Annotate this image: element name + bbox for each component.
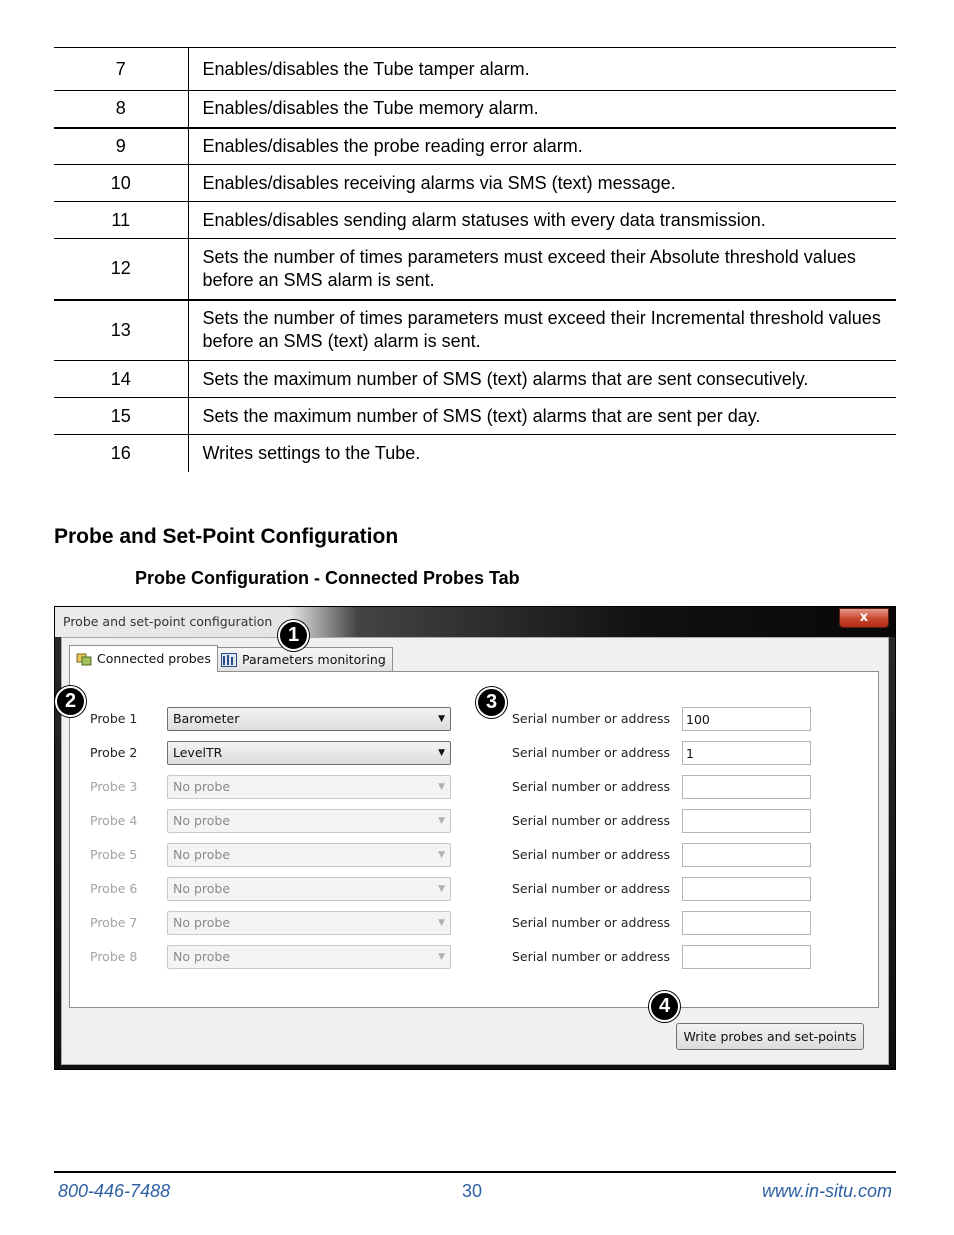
probe-row bbox=[70, 741, 880, 765]
row-description: Enables/disables receiving alarms via SMS (text) message. bbox=[202, 172, 676, 193]
serial-label: Serial number or address bbox=[512, 745, 670, 760]
probe-row bbox=[70, 877, 880, 901]
row-description: Writes settings to the Tube. bbox=[202, 442, 421, 463]
probe-select-value: No probe bbox=[173, 949, 231, 964]
row-number: 7 bbox=[54, 48, 188, 91]
row-number: 14 bbox=[54, 361, 188, 398]
footer-divider bbox=[54, 1171, 896, 1173]
probe-select-value: No probe bbox=[173, 847, 231, 862]
table-row bbox=[54, 239, 896, 300]
probe-label: Probe 6 bbox=[90, 881, 138, 896]
probe-row bbox=[70, 707, 880, 731]
probe-label: Probe 5 bbox=[90, 847, 138, 862]
tab-label: Parameters monitoring bbox=[242, 651, 386, 667]
probe-1-select[interactable] bbox=[167, 707, 451, 731]
probe-row bbox=[70, 945, 880, 969]
chevron-down-icon: ▼ bbox=[438, 850, 445, 860]
callout-3: 3 bbox=[476, 687, 507, 718]
chevron-down-icon: ▼ bbox=[438, 748, 445, 758]
sub-title: Probe Configuration - Connected Probes Tab bbox=[135, 568, 520, 588]
probe-6-select[interactable] bbox=[167, 877, 451, 901]
row-number: 9 bbox=[54, 128, 188, 165]
probe-2-serial-input[interactable] bbox=[682, 741, 811, 765]
probe-4-select[interactable] bbox=[167, 809, 451, 833]
row-description: Enables/disables the Tube memory alarm. bbox=[202, 98, 539, 119]
dialog-window bbox=[54, 606, 896, 1070]
probe-row bbox=[70, 809, 880, 833]
tab-parameters-monitoring[interactable] bbox=[214, 647, 393, 671]
row-number: 16 bbox=[54, 435, 188, 472]
probe-select-value: No probe bbox=[173, 779, 231, 794]
table-row bbox=[54, 361, 896, 398]
write-probes-button[interactable]: Write probes and set-points bbox=[676, 1023, 864, 1050]
probe-row bbox=[70, 911, 880, 935]
close-button[interactable] bbox=[839, 608, 889, 628]
table-row bbox=[54, 202, 896, 239]
section-title: Probe and Set-Point Configuration bbox=[54, 525, 399, 548]
probe-label: Probe 7 bbox=[90, 915, 138, 930]
probe-5-select[interactable] bbox=[167, 843, 451, 867]
row-number: 8 bbox=[54, 91, 188, 128]
table-row bbox=[54, 48, 896, 91]
probe-7-select[interactable] bbox=[167, 911, 451, 935]
serial-label: Serial number or address bbox=[512, 813, 670, 828]
probe-select-value: No probe bbox=[173, 881, 231, 896]
probe-8-select[interactable] bbox=[167, 945, 451, 969]
chevron-down-icon: ▼ bbox=[438, 714, 445, 724]
probe-label: Probe 4 bbox=[90, 813, 138, 828]
probe-label: Probe 1 bbox=[90, 711, 138, 726]
probe-select-value: Barometer bbox=[173, 711, 240, 726]
row-number: 10 bbox=[54, 165, 188, 202]
parameter-table bbox=[54, 47, 896, 472]
serial-label: Serial number or address bbox=[512, 915, 670, 930]
footer-website[interactable]: www.in-situ.com bbox=[761, 1181, 892, 1201]
probe-3-serial-input[interactable] bbox=[682, 775, 811, 799]
table-row bbox=[54, 165, 896, 202]
probe-select-value: LevelTR bbox=[173, 745, 223, 760]
chevron-down-icon: ▼ bbox=[438, 782, 445, 792]
serial-label: Serial number or address bbox=[512, 779, 670, 794]
probe-row bbox=[70, 843, 880, 867]
serial-label: Serial number or address bbox=[512, 847, 670, 862]
serial-label: Serial number or address bbox=[512, 881, 670, 896]
page-number: 30 bbox=[462, 1181, 483, 1201]
probe-8-serial-input[interactable] bbox=[682, 945, 811, 969]
probe-4-serial-input[interactable] bbox=[682, 809, 811, 833]
dialog-client bbox=[61, 637, 889, 1065]
table-row bbox=[54, 300, 896, 361]
probe-select-value: No probe bbox=[173, 813, 231, 828]
row-number: 12 bbox=[54, 239, 188, 300]
probe-3-select[interactable] bbox=[167, 775, 451, 799]
tab-label: Connected probes bbox=[97, 651, 211, 666]
row-description: Sets the maximum number of SMS (text) alarms that are sent consecutively. bbox=[202, 368, 809, 389]
row-description: Sets the number of times parameters must exceed their Incremental threshold values before an SMS (text) alarm is sent. bbox=[202, 308, 881, 352]
callout-4: 4 bbox=[649, 991, 680, 1022]
chevron-down-icon: ▼ bbox=[438, 918, 445, 928]
table-row bbox=[54, 435, 896, 472]
row-description: Sets the maximum number of SMS (text) alarms that are sent per day. bbox=[202, 405, 761, 426]
parameters-icon bbox=[221, 653, 237, 667]
probe-label: Probe 2 bbox=[90, 745, 138, 760]
callout-1: 1 bbox=[278, 620, 309, 651]
probe-select-value: No probe bbox=[173, 915, 231, 930]
serial-label: Serial number or address bbox=[512, 711, 670, 726]
probe-label: Probe 8 bbox=[90, 949, 138, 964]
row-number: 15 bbox=[54, 398, 188, 435]
table-row bbox=[54, 128, 896, 165]
callout-2: 2 bbox=[55, 686, 86, 717]
row-description: Sets the number of times parameters must exceed their Absolute threshold values before an SMS alarm is sent. bbox=[202, 246, 856, 290]
probe-1-serial-input[interactable] bbox=[682, 707, 811, 731]
probes-icon bbox=[76, 652, 92, 666]
close-icon: x bbox=[859, 610, 869, 625]
row-description: Enables/disables sending alarm statuses with every data transmission. bbox=[202, 209, 766, 230]
probe-label: Probe 3 bbox=[90, 779, 138, 794]
row-description: Enables/disables the Tube tamper alarm. bbox=[202, 58, 530, 79]
probe-6-serial-input[interactable] bbox=[682, 877, 811, 901]
chevron-down-icon: ▼ bbox=[438, 816, 445, 826]
dialog-titlebar bbox=[55, 607, 895, 637]
row-number: 11 bbox=[54, 202, 188, 239]
connected-probes-panel bbox=[69, 671, 879, 1008]
tab-connected-probes[interactable] bbox=[69, 645, 218, 672]
probe-7-serial-input[interactable] bbox=[682, 911, 811, 935]
probe-5-serial-input[interactable] bbox=[682, 843, 811, 867]
table-row bbox=[54, 91, 896, 128]
chevron-down-icon: ▼ bbox=[438, 884, 445, 894]
probe-2-select[interactable] bbox=[167, 741, 451, 765]
footer-phone: 800-446-7488 bbox=[58, 1181, 171, 1201]
serial-label: Serial number or address bbox=[512, 949, 670, 964]
dialog-title: Probe and set-point configuration bbox=[63, 614, 273, 629]
chevron-down-icon: ▼ bbox=[438, 952, 445, 962]
row-number: 13 bbox=[54, 300, 188, 361]
row-description: Enables/disables the probe reading error alarm. bbox=[202, 135, 583, 156]
table-row bbox=[54, 398, 896, 435]
probe-row bbox=[70, 775, 880, 799]
